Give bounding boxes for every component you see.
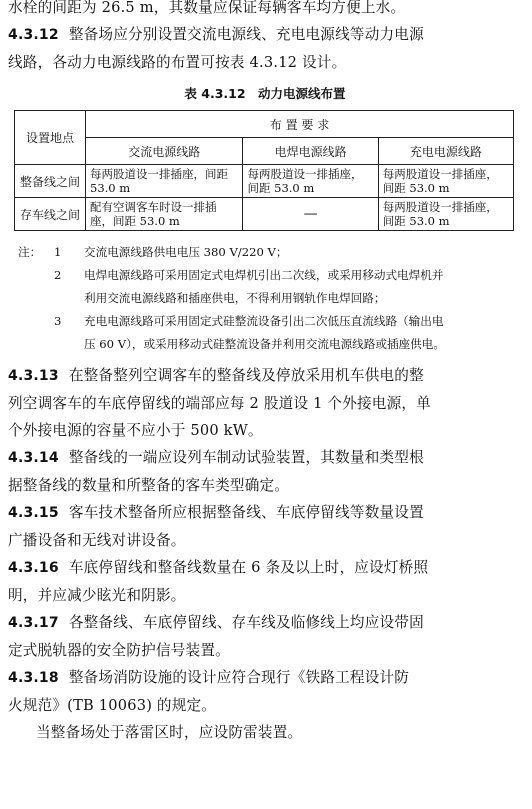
clause-4-3-15 xyxy=(8,499,522,554)
table-cell: 每两股道设一排插座，间距 53.0 m xyxy=(378,198,513,231)
header-group: 布 置 要 求 xyxy=(86,111,514,138)
note-text: 利用交流电源线路和插座供电，不得利用钢轨作电焊回路； xyxy=(84,291,386,305)
header-location: 设置地点 xyxy=(15,111,86,165)
clause-4-3-17 xyxy=(8,609,522,664)
row-location: 存车线之间 xyxy=(15,198,86,231)
clause-text: 线路，各动力电源线路的布置可按表 4.3.12 设计。 xyxy=(8,54,347,71)
table-cell: 每两股道设一排插座，间距 53.0 m xyxy=(243,165,378,198)
clause-text: 列空调客车的车底停留线的端部应每 2 股道设 1 个外接电源，单 xyxy=(8,395,431,412)
clause-text: 整备场消防设施的设计应符合现行《铁路工程设计防 xyxy=(68,669,410,686)
note-text: 压 60 V），或采用移动式硅整流设备并利用交流电源线路或插座供电。 xyxy=(84,337,445,351)
row-location: 整备线之间 xyxy=(15,165,86,198)
table-title: 表 4.3.12 动力电源线布置 xyxy=(184,86,346,101)
clause-text: 当整备场处于落雷区时，应设防雷装置。 xyxy=(36,724,303,741)
power-line-table xyxy=(14,110,514,231)
lead-line: 水栓的间距为 26.5 m，其数量应保证每辆客车均方便上水。 xyxy=(8,0,406,16)
clause-text: 各整备线、车底停留线、存车线及临修线上均应设带固 xyxy=(68,614,424,631)
clause-number: 4.3.18 xyxy=(8,670,59,686)
clause-number: 4.3.12 xyxy=(8,27,59,43)
clause-text: 客车技术整备所应根据整备线、车底停留线等数量设置 xyxy=(68,504,424,521)
clause-number: 4.3.17 xyxy=(8,615,59,631)
column-header: 电焊电源线路 xyxy=(243,138,378,165)
clause-4-3-16 xyxy=(8,554,522,609)
clause-text: 个外接电源的容量不应小于 500 kW。 xyxy=(8,422,263,439)
clause-text: 整备线的一端应设列车制动试验装置，其数量和类型根 xyxy=(68,449,424,466)
table-cell: 配有空调客车时设一排插座，间距 53.0 m xyxy=(86,198,243,231)
clause-text: 火规范》(TB 10063) 的规定。 xyxy=(8,697,217,714)
notes-label: 注： xyxy=(18,245,42,259)
table-row xyxy=(15,198,514,231)
clause-4-3-14 xyxy=(8,444,522,499)
table-notes xyxy=(8,241,522,356)
note-number: 2 xyxy=(54,268,62,282)
table-cell: — xyxy=(243,198,378,231)
table-cell: 每两股道设一排插座，间距 53.0 m xyxy=(378,165,513,198)
clause-text: 整备场应分别设置交流电源线、充电电源线等动力电源 xyxy=(68,26,424,43)
clause-number: 4.3.15 xyxy=(8,505,59,521)
table-cell: 每两股道设一排插座，间距 53.0 m xyxy=(86,165,243,198)
note-number: 1 xyxy=(54,245,62,259)
clause-text: 在整备整列空调客车的整备线及停放采用机车供电的整 xyxy=(68,367,424,384)
clause-text: 定式脱轨器的安全防护信号装置。 xyxy=(8,642,230,659)
clause-number: 4.3.13 xyxy=(8,368,59,384)
table-row xyxy=(15,165,514,198)
clause-text: 车底停留线和整备线数量在 6 条及以上时，应设灯桥照 xyxy=(68,559,429,576)
clause-text: 明，并应减少眩光和阴影。 xyxy=(8,587,186,604)
clause-text: 广播设备和无线对讲设备。 xyxy=(8,532,186,549)
clause-number: 4.3.16 xyxy=(8,560,59,576)
column-header: 充电电源线路 xyxy=(378,138,513,165)
clause-text: 据整备线的数量和所整备的客车类型确定。 xyxy=(8,477,290,494)
clause-4-3-12 xyxy=(8,21,522,76)
clause-number: 4.3.14 xyxy=(8,450,59,466)
note-text: 电焊电源线路可采用固定式电焊机引出二次线，或采用移动式电焊机并 xyxy=(84,268,444,282)
note-text: 交流电源线路供电电压 380 V/220 V； xyxy=(84,245,288,259)
note-number: 3 xyxy=(54,314,62,328)
note-text: 充电电源线路可采用固定式硅整流设备引出二次低压直流线路（输出电 xyxy=(84,314,444,328)
clause-4-3-18 xyxy=(8,664,522,746)
clause-4-3-13 xyxy=(8,362,522,444)
column-header: 交流电源线路 xyxy=(86,138,243,165)
